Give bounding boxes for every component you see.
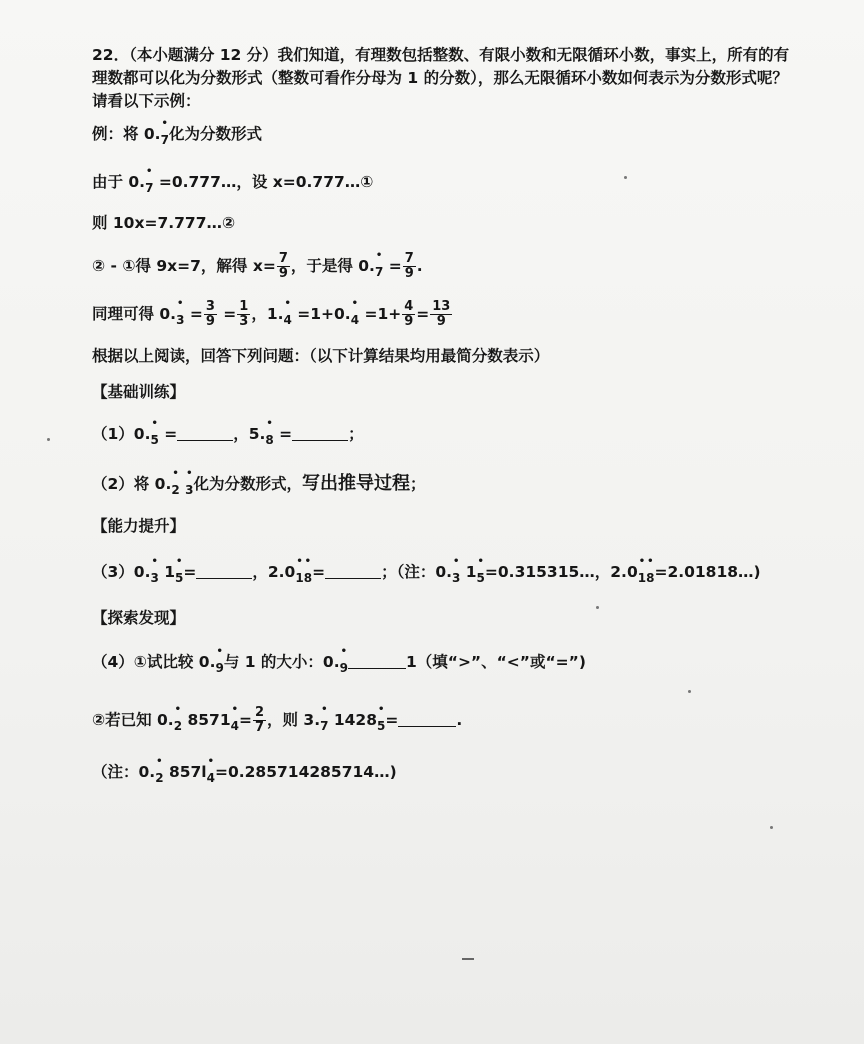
scan-speck [47, 438, 50, 441]
question-2: （2）将 0.• 2 • 3化为分数形式，写出推导过程； [92, 474, 426, 500]
answer-blank[interactable] [325, 564, 381, 579]
scan-mark [462, 958, 474, 960]
section-explore: 【探索发现】 [92, 609, 186, 627]
question-3: （3）0.• 3 1• 5= ，2.0• 1• 8= ；（注：0.• 3 1• 5=0.315315…，2.0• 1• 8=2.01818…) [92, 562, 761, 588]
question-1: （1）0.• 5 = ，5.• 8 = ； [92, 424, 364, 450]
example-title: 例：将 0.• 7化为分数形式 [92, 124, 262, 150]
instruction: 根据以上阅读，回答下列问题：（以下计算结果均用最简分数表示） [92, 347, 550, 365]
example-step-2: 则 10x=7.777…② [92, 214, 236, 232]
example-step-3: ② - ①得 9x=7，解得 x= $\frac{7}{9}$ ，于是得 0.• 7 = $\frac{7}{9}$ . [92, 252, 423, 282]
answer-blank[interactable] [398, 712, 456, 727]
scan-speck [770, 826, 773, 829]
problem-header: 22．（本小题满分 12 分）我们知道，有理数包括整数、有限小数和无限循环小数，事实上，所有的有理数都可以化为分数形式（整数可看作分母为 1 的分数），那么无限循环小数如何表示为分数形式呢？请看以下示例： [92, 46, 790, 110]
answer-blank[interactable] [177, 426, 233, 441]
fraction: $\frac{4}{9}$ [404, 299, 414, 329]
scan-speck [624, 176, 627, 179]
fraction: $\frac{7}{9}$ [404, 251, 414, 281]
answer-blank[interactable] [348, 654, 406, 669]
section-basic: 【基础训练】 [92, 383, 186, 401]
fraction: $\frac{3}{9}$ [205, 299, 215, 329]
answer-blank[interactable] [292, 426, 348, 441]
note: （注：0.• 2 857l• 4=0.285714285714…) [92, 762, 397, 788]
fraction: $\frac{2}{7}$ [254, 705, 265, 735]
fraction: $\frac{13}{9}$ [432, 299, 451, 329]
question-5: ②若已知 0.• 2 8571• 4= $\frac{2}{7}$ ，则 3.• 7 1428• 5= . [92, 706, 462, 736]
question-4: （4）①试比较 0.• 9与 1 的大小：0.• 9 1（填“>”、“<”或“=”) [92, 652, 586, 678]
example-step-4: 同理可得 0.• 3 = $\frac{3}{9}$ = $\frac{1}{3}$ ，1.• 4 =1+0.• 4 =1+ $\frac{4}{9}$ = $\frac{13}{9}$ [92, 300, 453, 330]
fraction: $\frac{7}{9}$ [278, 251, 288, 281]
scan-speck [688, 690, 691, 693]
answer-blank[interactable] [196, 564, 252, 579]
example-step-1: 由于 0.• 7 =0.777…，设 x=0.777…① [92, 172, 373, 198]
fraction: $\frac{1}{3}$ [239, 299, 249, 329]
scan-speck [596, 606, 599, 609]
section-advanced: 【能力提升】 [92, 517, 186, 535]
